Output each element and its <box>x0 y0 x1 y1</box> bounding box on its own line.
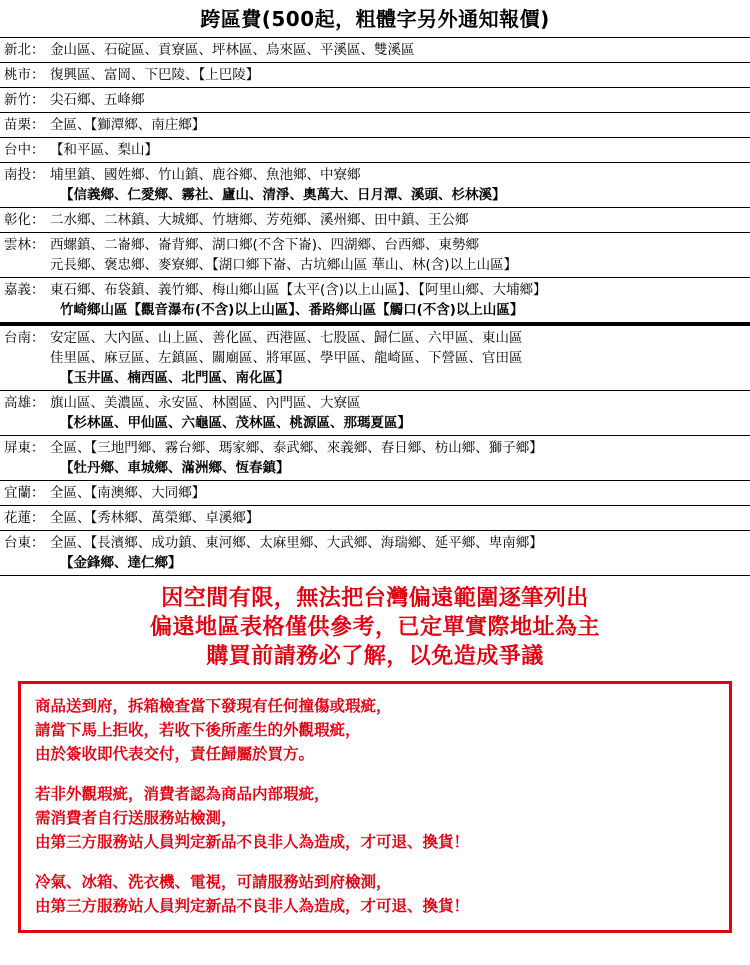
warning-line: 需消費者自行送服務站檢測， <box>35 809 237 827</box>
region-line: 復興區、富岡、下巴陵、【上巴陵】 <box>50 67 260 83</box>
warning-paragraph <box>35 694 717 766</box>
region-label: 桃市： <box>4 67 45 83</box>
region-content <box>50 326 750 390</box>
region-line: 【杉林區、甲仙區、六龜區、茂林區、桃源區、那瑪夏區】 <box>60 415 411 431</box>
region-line: 全區、【南澳鄉、大同鄉】 <box>50 485 206 501</box>
warning-line: 由第三方服務站人員判定新品不良非人為造成，才可退、換貨！ <box>35 833 470 851</box>
region-row <box>0 38 750 63</box>
region-line: 全區、【獅潭鄉、南庄鄉】 <box>50 117 206 133</box>
warning-line: 請當下馬上拒收，若收下後所產生的外觀瑕疵， <box>35 721 361 739</box>
warning-line: 由第三方服務站人員判定新品不良非人為造成，才可退、換貨！ <box>35 897 470 915</box>
region-line: 【牡丹鄉、車城鄉、滿洲鄉、恆春鎮】 <box>60 460 290 476</box>
notice-line: 偏遠地區表格僅供參考，已定單實際地址為主 <box>149 615 600 640</box>
warning-line: 商品送到府，拆箱檢查當下發現有任何撞傷或瑕疵， <box>35 697 392 715</box>
region-content <box>50 63 750 87</box>
region-content <box>50 38 750 62</box>
region-label: 苗栗： <box>4 117 45 133</box>
region-content <box>50 233 750 277</box>
region-content <box>50 88 750 112</box>
region-line: 全區、【三地門鄉、霧台鄉、瑪家鄉、泰武鄉、來義鄉、春日鄉、枋山鄉、獅子鄉】 <box>50 440 543 456</box>
region-row <box>0 113 750 138</box>
region-label: 嘉義： <box>4 282 45 298</box>
region-row <box>0 208 750 233</box>
region-line: 金山區、石碇區、貢寮區、坪林區、烏來區、平溪區、雙溪區 <box>50 42 415 58</box>
region-line: 【和平區、梨山】 <box>50 142 158 158</box>
region-content <box>50 113 750 137</box>
region-label: 花蓮： <box>4 510 45 526</box>
region-label: 新竹： <box>4 92 45 108</box>
warning-line: 冷氣、冰箱、洗衣機、電視，可請服務站到府檢測， <box>35 873 392 891</box>
region-label: 彰化： <box>4 212 45 228</box>
warning-line: 若非外觀瑕疵，消費者認為商品内部瑕疵， <box>35 785 330 803</box>
region-row <box>0 506 750 531</box>
region-table <box>0 37 750 576</box>
notice-line: 購買前請務必了解，以免造成爭議 <box>206 644 544 669</box>
region-line: 全區、【秀林鄉、萬榮鄉、卓溪鄉】 <box>50 510 260 526</box>
region-label: 新北： <box>4 42 45 58</box>
warning-paragraph <box>35 870 717 918</box>
region-line: 【信義鄉、仁愛鄉、霧社、廬山、清淨、奧萬大、日月潭、溪頭、杉林溪】 <box>60 187 506 203</box>
region-line: 竹崎鄉山區【觀音瀑布(不含)以上山區】、番路鄉山區【觸口(不含)以上山區】 <box>60 302 524 318</box>
region-label: 南投： <box>4 167 45 183</box>
region-row <box>0 391 750 436</box>
region-content <box>50 481 750 505</box>
notice-block <box>0 576 750 677</box>
region-line: 西螺鎮、二崙鄉、崙背鄉、湖口鄉(不含下崙)、四湖鄉、台西鄉、東勢鄉 <box>50 237 480 253</box>
warning-line: 由於簽收即代表交付，責任歸屬於買方。 <box>35 745 315 763</box>
region-row <box>0 278 750 324</box>
region-line: 東石鄉、布袋鎮、義竹鄉、梅山鄉山區【太平(含)以上山區】、【阿里山鄉、大埔鄉】 <box>50 282 547 298</box>
region-label: 台東： <box>4 535 45 551</box>
region-row <box>0 531 750 576</box>
region-line: 全區、【長濱鄉、成功鎮、東河鄉、太麻里鄉、大武鄉、海瑞鄉、延平鄉、卑南鄉】 <box>50 535 543 551</box>
region-line: 【金鋒鄉、達仁鄉】 <box>60 555 182 571</box>
region-line: 埔里鎮、國姓鄉、竹山鎮、鹿谷鄉、魚池鄉、中寮鄉 <box>50 167 361 183</box>
region-row <box>0 233 750 278</box>
region-line: 尖石鄉、五峰鄉 <box>50 92 145 108</box>
page-title: 跨區費(500起，粗體字另外通知報價) <box>200 7 550 31</box>
notice-line: 因空間有限，無法把台灣偏遠範圍逐筆列出 <box>161 586 589 611</box>
region-label: 台中： <box>4 142 45 158</box>
region-content <box>50 391 750 435</box>
region-row <box>0 436 750 481</box>
region-line: 【玉井區、楠西區、北門區、南化區】 <box>60 370 290 386</box>
region-label: 台南： <box>4 330 45 346</box>
region-content <box>50 506 750 530</box>
region-row <box>0 324 750 391</box>
region-content <box>50 436 750 480</box>
region-content <box>50 138 750 162</box>
region-label: 宜蘭： <box>4 485 45 501</box>
region-line: 安定區、大內區、山上區、善化區、西港區、七股區、歸仁區、六甲區、東山區 <box>50 330 523 346</box>
region-line: 旗山區、美濃區、永安區、林園區、內門區、大寮區 <box>50 395 361 411</box>
region-content <box>50 163 750 207</box>
region-label: 高雄： <box>4 395 45 411</box>
region-line: 元長鄉、褒忠鄉、麥寮鄉、【湖口鄉下崙、古坑鄉山區 華山、林(含)以上山區】 <box>50 257 518 273</box>
region-row <box>0 88 750 113</box>
region-row <box>0 163 750 208</box>
warning-box <box>18 681 732 933</box>
warning-paragraph <box>35 782 717 854</box>
region-label: 屏東： <box>4 440 45 456</box>
region-line: 二水鄉、二林鎮、大城鄉、竹塘鄉、芳苑鄉、溪州鄉、田中鎮、王公鄉 <box>50 212 469 228</box>
region-content <box>50 278 750 322</box>
region-row <box>0 481 750 506</box>
region-content <box>50 208 750 232</box>
region-line: 佳里區、麻豆區、左鎮區、關廟區、將軍區、學甲區、龍崎區、下營區、官田區 <box>50 350 523 366</box>
region-label: 雲林： <box>4 237 45 253</box>
region-row <box>0 138 750 163</box>
region-content <box>50 531 750 575</box>
region-row <box>0 63 750 88</box>
